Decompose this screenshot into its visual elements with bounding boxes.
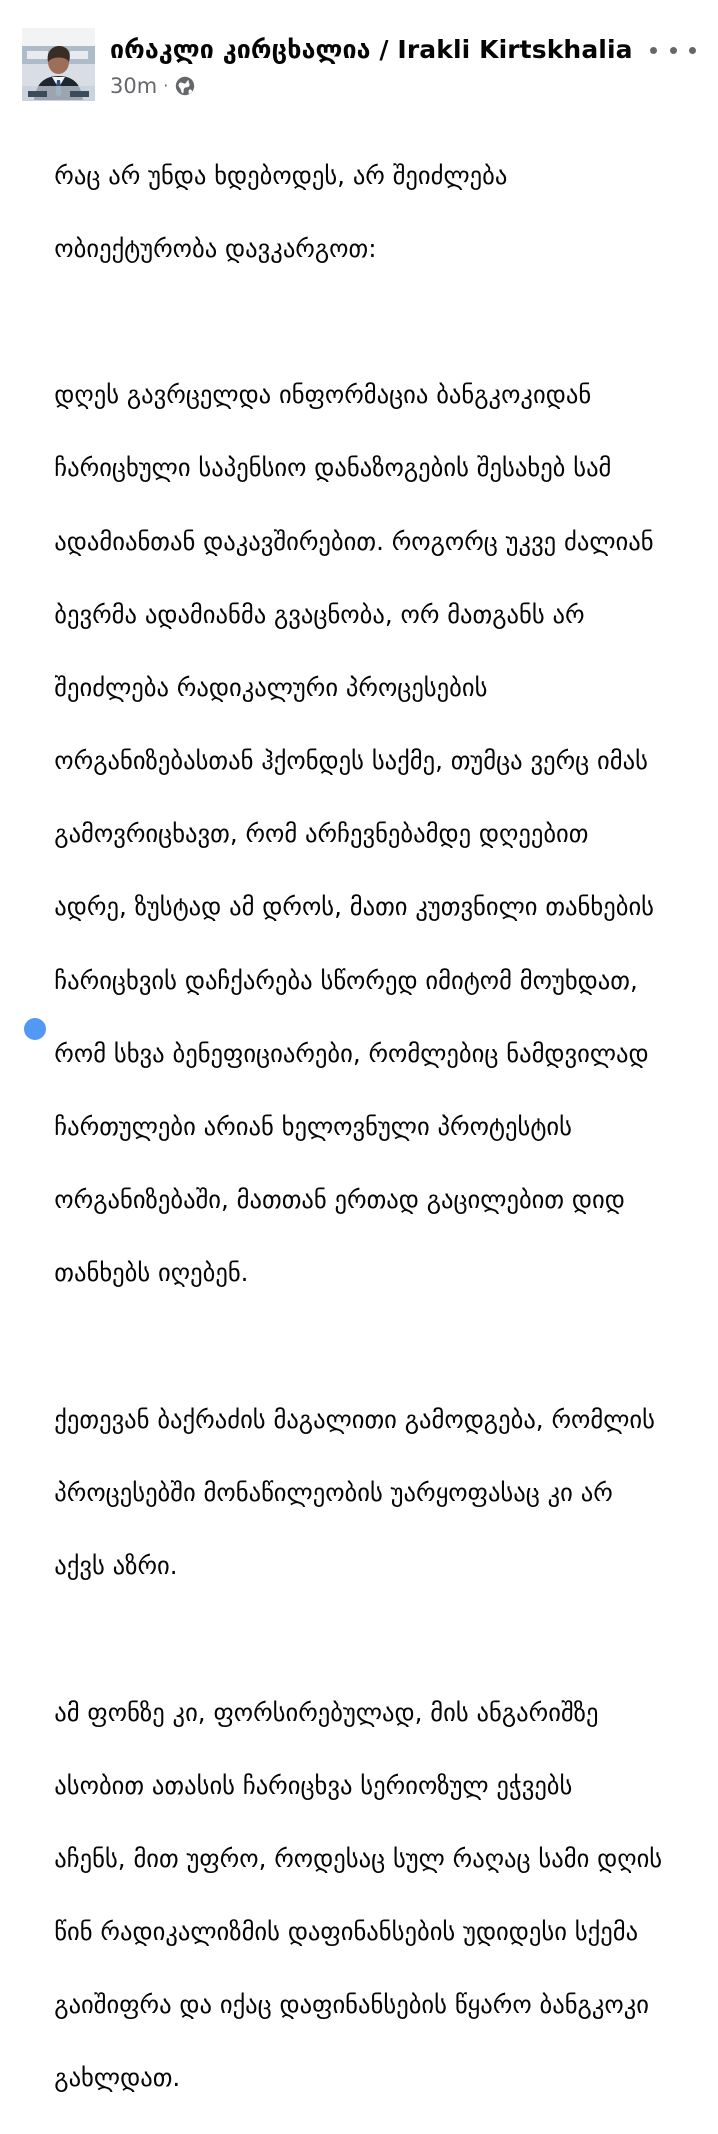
post-text-line: ქეთევან ბაქრაძის მაგალითი გამოდგება, რომლის bbox=[54, 1404, 655, 1434]
reaction-icon bbox=[24, 1018, 46, 1040]
author-name[interactable]: ირაკლი კირცხალია / Irakli Kirtskhalia bbox=[110, 35, 633, 64]
post-text-line: ჩართულები არიან ხელოვნული პროტესტის bbox=[54, 1112, 573, 1142]
post-text-line: ადამიანთან დაკავშირებით. როგორც უკვე ძალიან bbox=[54, 526, 654, 556]
post-text-line: რომ სხვა ბენეფიციარები, რომლებიც ნამდვილად bbox=[54, 1038, 649, 1068]
post-text-line: ბევრმა ადამიანმა გვაცნობა, ორ მათგანს არ bbox=[54, 599, 585, 629]
more-options-button[interactable] bbox=[650, 39, 696, 61]
author-avatar[interactable] bbox=[22, 28, 95, 101]
post-text-line: ორგანიზებაში, მათთან ერთად გაცილებით დიდ bbox=[54, 1185, 625, 1215]
more-dot-icon bbox=[689, 47, 696, 54]
post-text-line: თანხებს იღებენ. bbox=[54, 1258, 249, 1288]
more-dot-icon bbox=[650, 47, 657, 54]
post-text-line: გაიშიფრა და იქაც დაფინანსების წყარო ბანგკოკი bbox=[54, 1990, 650, 2020]
post-text-line: აქვს აზრი. bbox=[54, 1551, 178, 1581]
post-text-line: შეიძლება რადიკალური პროცესების bbox=[54, 672, 488, 702]
post-text-line: ამ ფონზე კი, ფორსირებულად, მის ანგარიშზე bbox=[54, 1697, 599, 1727]
post-text-line: წინ რადიკალიზმის დაფინანსების უდიდესი სქემა bbox=[54, 1917, 639, 1947]
post-paragraph bbox=[23, 341, 698, 1329]
post-text-line: ჩარიცხული საპენსიო დანაზოგების შესახებ სამ bbox=[54, 453, 612, 483]
globe-icon[interactable] bbox=[174, 75, 196, 97]
post-text-line: აჩენს, მით უფრო, როდესაც სულ რაღაც სამი დღის bbox=[54, 1843, 663, 1873]
post-text-line: ჩარიცხვის დაჩქარება სწორედ იმიტომ მოუხდათ, bbox=[54, 965, 638, 995]
post-text-line: გახლდათ. bbox=[54, 2063, 181, 2093]
post-paragraph bbox=[23, 1658, 698, 2134]
meta-separator: · bbox=[163, 76, 169, 95]
post-text-line: ასობით ათასის ჩარიცხვა სერიოზულ ეჭვებს bbox=[54, 1770, 573, 1800]
avatar-image bbox=[22, 28, 95, 101]
post-text-line: დღეს გავრცელდა ინფორმაცია ბანგკოკიდან bbox=[54, 380, 592, 410]
post-paragraph bbox=[23, 1365, 698, 1621]
post-timestamp[interactable]: 30m bbox=[110, 74, 158, 98]
more-dot-icon bbox=[670, 47, 677, 54]
post-text-line: ადრე, ზუსტად ამ დროს, მათი კუთვნილი თანხების bbox=[54, 892, 655, 922]
post-header bbox=[0, 0, 718, 110]
post-body bbox=[23, 121, 698, 2134]
post-paragraph bbox=[23, 121, 698, 304]
post-text-line: პროცესებში მონაწილეობის უარყოფასაც კი არ bbox=[54, 1477, 613, 1507]
post-meta bbox=[110, 73, 196, 99]
post-text-line: ორგანიზებასთან ჰქონდეს საქმე, თუმცა ვერც იმას bbox=[54, 746, 648, 776]
post-text-line: ობიექტურობა დავკარგოთ: bbox=[54, 233, 377, 263]
post-text-line: გამოვრიცხავთ, რომ არჩევნებამდე დღეებით bbox=[54, 819, 589, 849]
post-text-line: რაც არ უნდა ხდებოდეს, არ შეიძლება bbox=[54, 160, 508, 190]
